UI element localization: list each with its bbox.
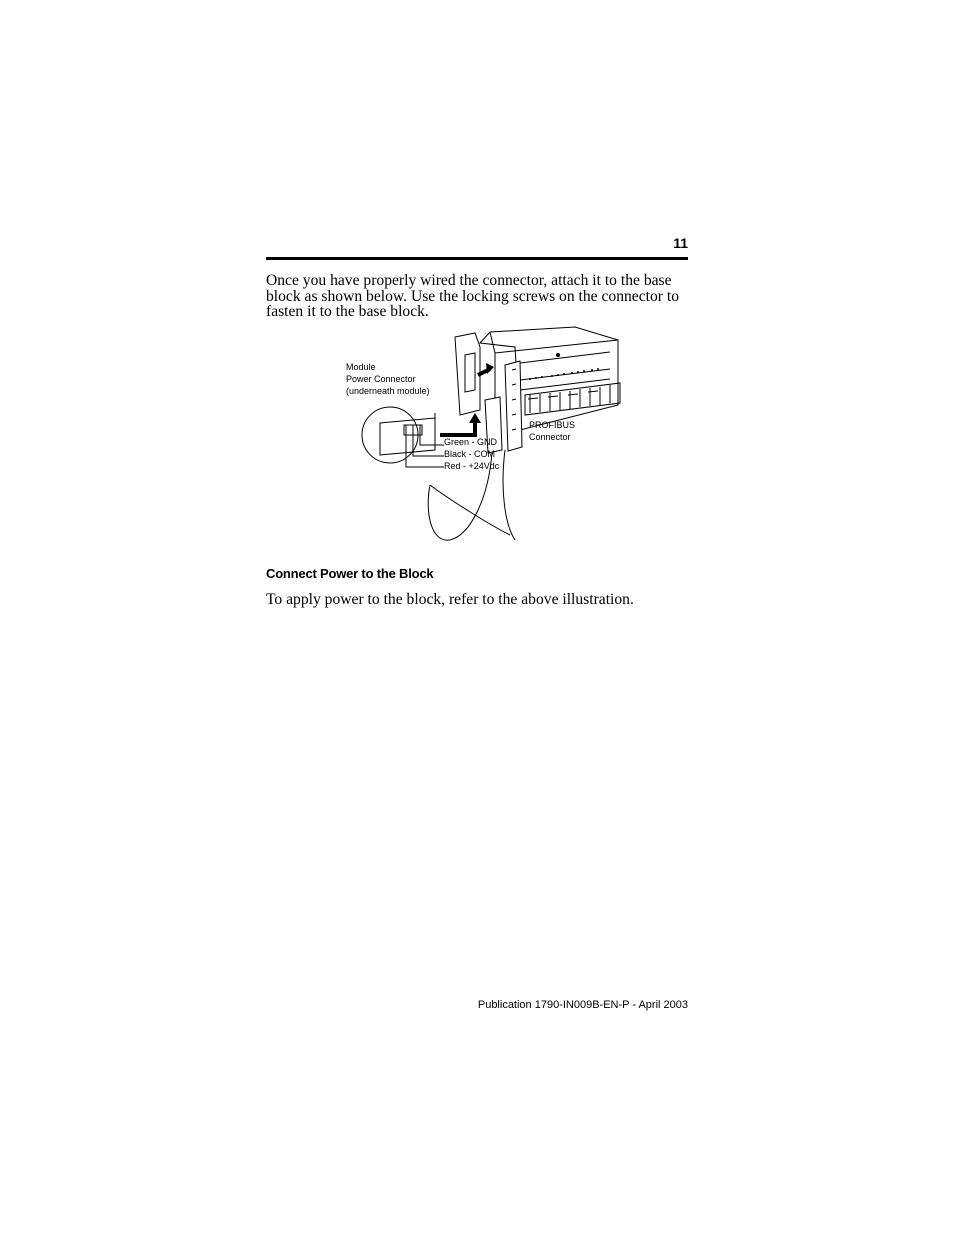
black-com-label: Black - COM bbox=[444, 448, 496, 459]
green-gnd-label: Green - GND bbox=[444, 437, 498, 447]
header-rule bbox=[266, 257, 688, 260]
connector-figure bbox=[340, 325, 640, 545]
profibus-callout bbox=[529, 420, 575, 444]
module-power-callout bbox=[346, 362, 430, 397]
wire-color-callout bbox=[444, 437, 499, 472]
module-power-line2: Power Connector bbox=[346, 373, 416, 384]
module-power-line1: Module bbox=[346, 362, 376, 372]
publication-footer: Publication 1790-IN009B-EN-P - April 2003 bbox=[477, 999, 688, 1011]
section-heading: Connect Power to the Block bbox=[266, 566, 434, 581]
intro-paragraph: Once you have properly wired the connector, attach it to the base block as shown below. Use the locking screws on the connector to fasten it to the base block. bbox=[266, 272, 679, 320]
red-24vdc-label: Red - +24Vdc bbox=[444, 460, 500, 471]
connector-illustration bbox=[340, 325, 640, 545]
profibus-line2: Connector bbox=[529, 431, 571, 442]
profibus-line1: PROFIBUS bbox=[529, 420, 576, 430]
section-paragraph: To apply power to the block, refer to the above illustration. bbox=[266, 591, 634, 608]
page-number: 11 bbox=[673, 235, 688, 251]
module-power-line3: (underneath module) bbox=[346, 385, 430, 396]
